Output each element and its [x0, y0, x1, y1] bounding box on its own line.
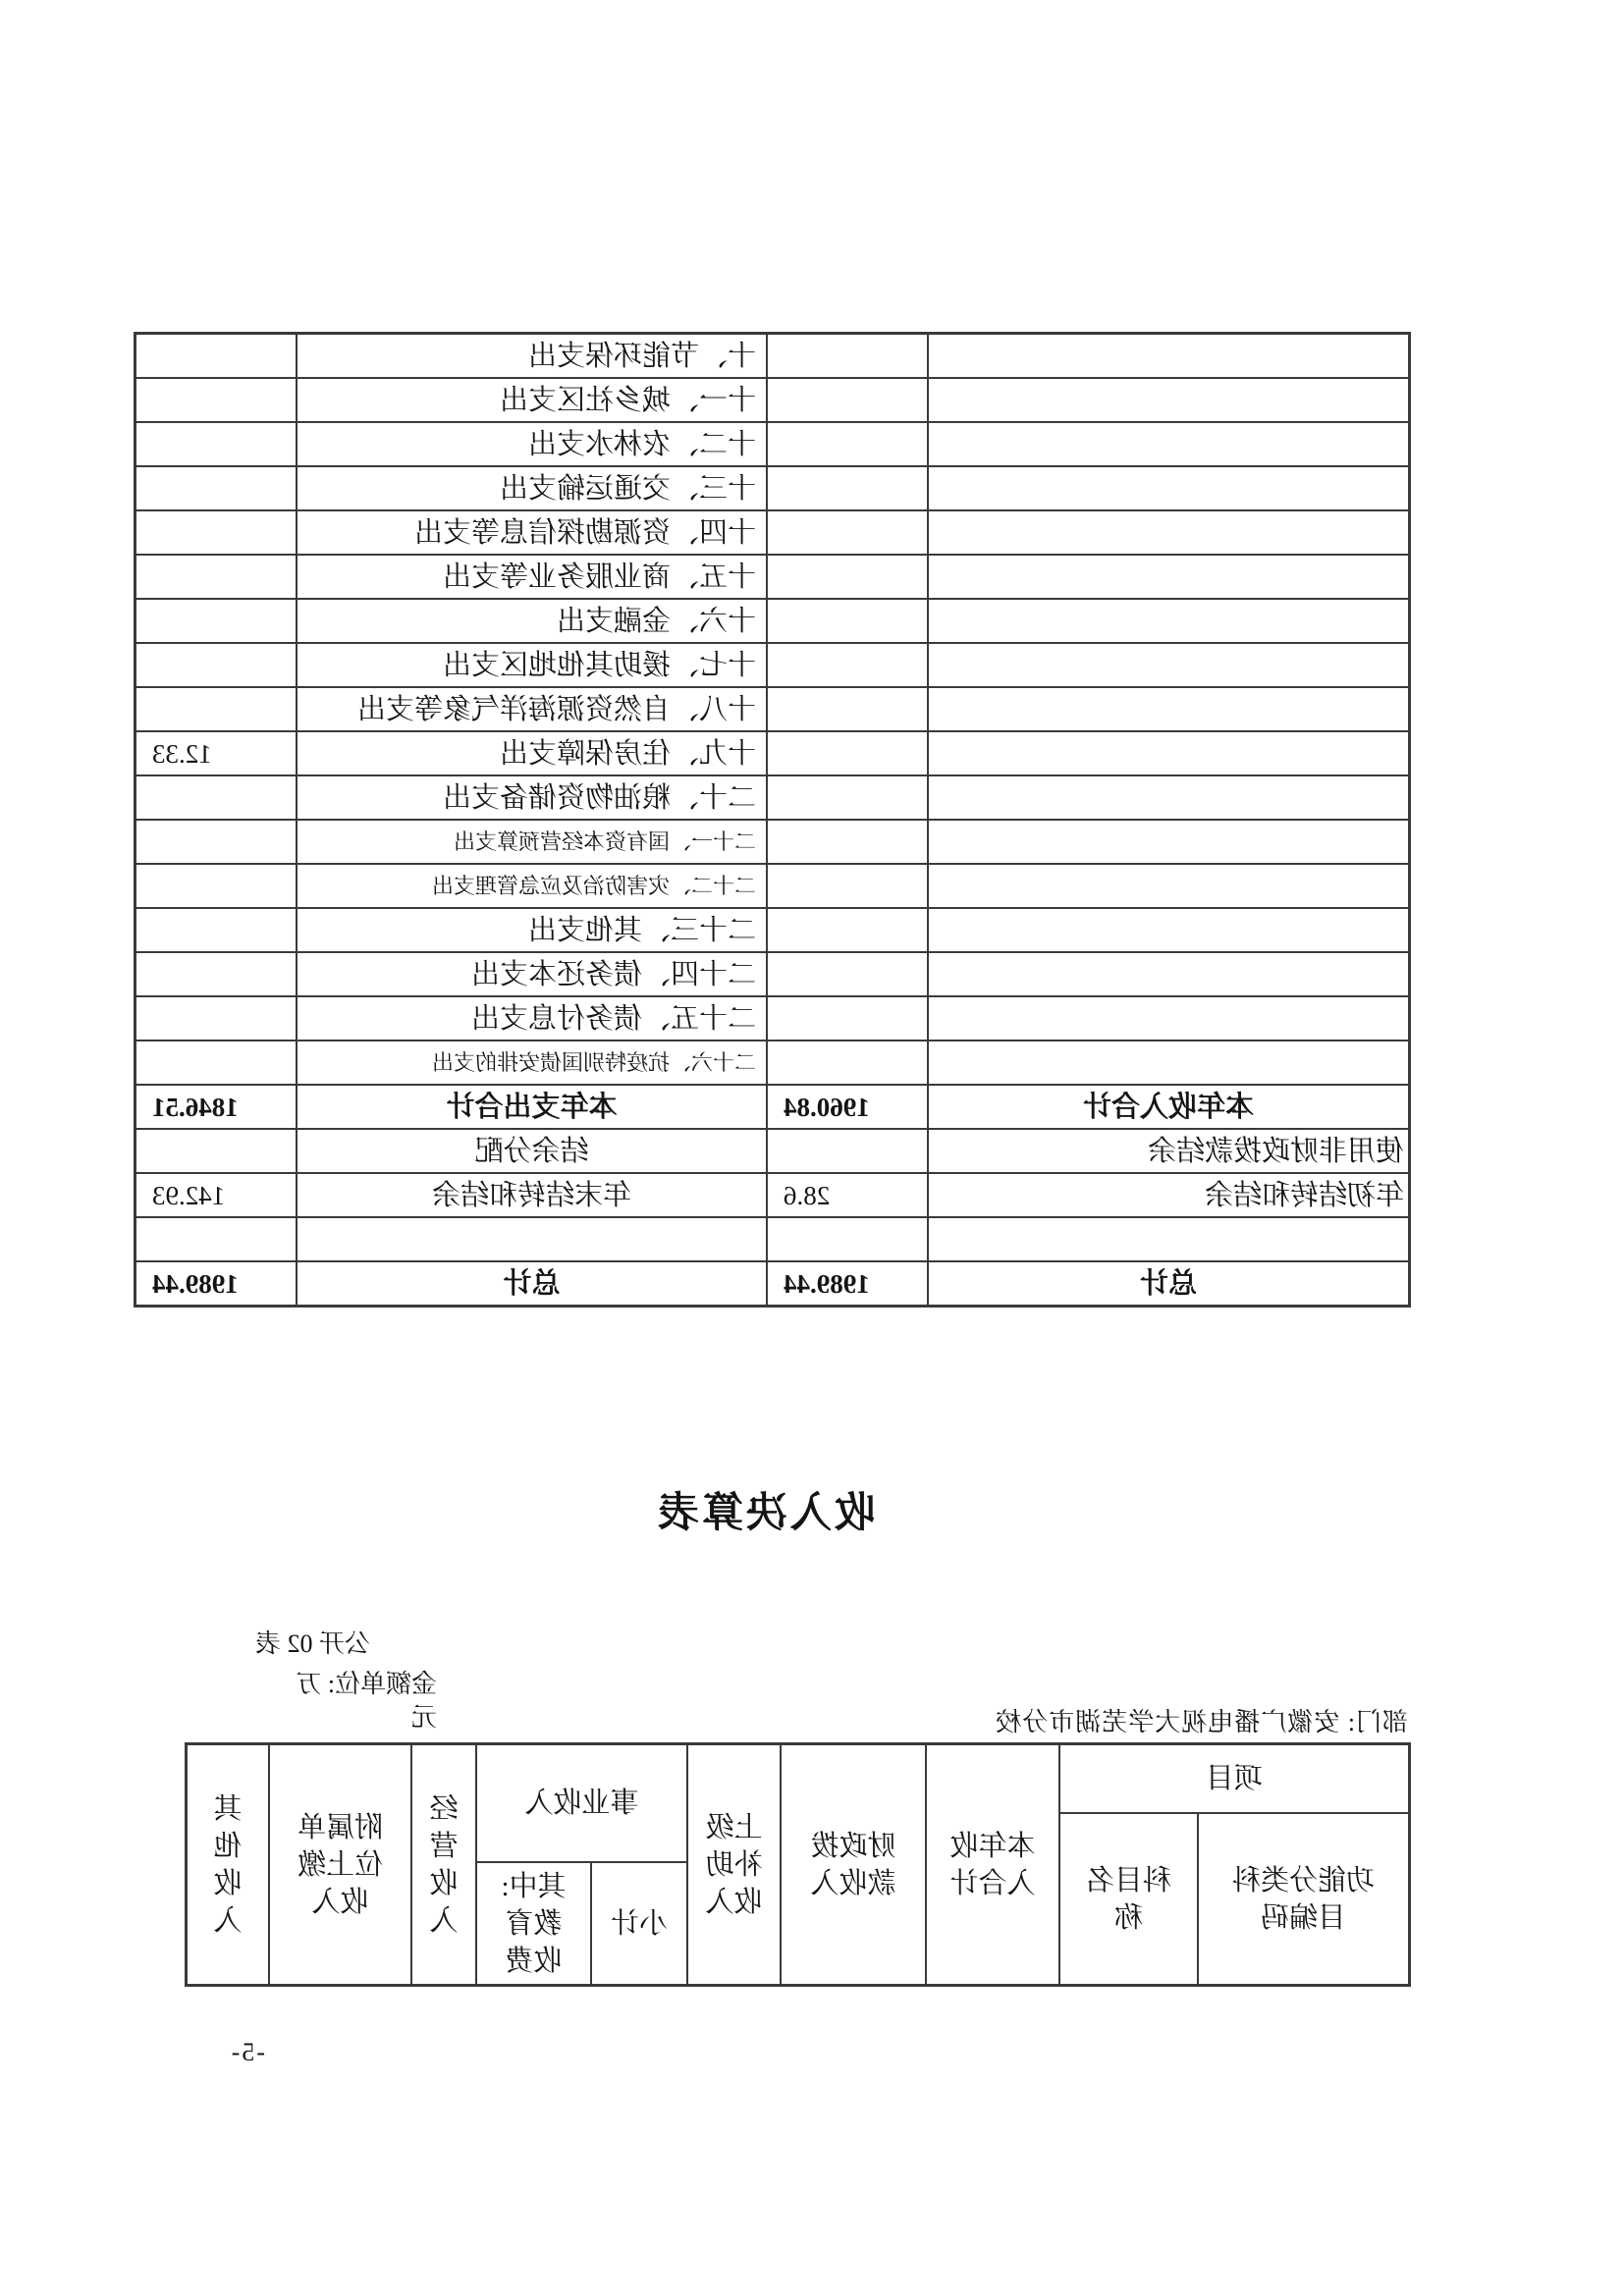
page-title: 收入决算表 — [654, 1489, 876, 1535]
expense-amount-cell — [135, 422, 297, 466]
expense-item-cell: 十三、交通运输支出 — [297, 466, 767, 510]
income-item-cell — [928, 864, 1409, 908]
expense-amount-cell — [135, 466, 297, 510]
income-table-header — [185, 1742, 1411, 1987]
income-item-cell: 本年收入合计 — [928, 1085, 1409, 1129]
expense-amount-cell — [135, 510, 297, 555]
income-amount-cell — [767, 731, 928, 775]
expense-item-cell: 二十五、债务付息支出 — [297, 996, 767, 1041]
expense-amount-cell — [135, 820, 297, 864]
expense-amount-cell — [135, 952, 297, 996]
expense-amount-cell — [135, 996, 297, 1041]
expense-item-cell: 十七、援助其他地区支出 — [297, 643, 767, 687]
department-line: 部门: 安徽广播电视大学芜湖市分校 — [995, 1708, 1408, 1736]
income-amount-cell — [767, 555, 928, 599]
expense-amount-cell: 1989.44 — [135, 1261, 297, 1306]
expense-item-cell: 十八、自然资源海洋气象等支出 — [297, 687, 767, 731]
expense-amount-cell: 1846.51 — [135, 1085, 297, 1129]
header-subject-name: 科目名称 — [1059, 1813, 1198, 1985]
header-superior-subsidy-income: 上级补助收入 — [687, 1744, 781, 1985]
income-item-cell — [928, 775, 1409, 820]
expense-amount-cell — [135, 334, 297, 378]
income-item-cell — [928, 687, 1409, 731]
income-item-cell: 使用非财政拨款结余 — [928, 1129, 1409, 1173]
income-amount-cell — [767, 599, 928, 643]
unit-note: 金额单位: 万元 — [296, 1670, 437, 1732]
summary-table — [134, 332, 1411, 1308]
header-education-fees: 其中:教育收费 — [476, 1862, 591, 1985]
expense-amount-cell — [135, 775, 297, 820]
expense-amount-cell — [135, 555, 297, 599]
income-item-cell: 总计 — [928, 1261, 1409, 1306]
income-amount-cell — [767, 378, 928, 422]
income-item-cell: 年初结转和结余 — [928, 1173, 1409, 1217]
expense-amount-cell — [135, 599, 297, 643]
expense-item-cell: 十六、金融支出 — [297, 599, 767, 643]
expense-amount-cell — [135, 643, 297, 687]
expense-item-cell: 本年支出合计 — [297, 1085, 767, 1129]
income-item-cell — [928, 1217, 1409, 1261]
header-fiscal-allocation-income: 财政拨款收入 — [781, 1744, 926, 1985]
income-amount-cell — [767, 643, 928, 687]
expense-item-cell: 结余分配 — [297, 1129, 767, 1173]
expense-item-cell: 十一、城乡社区支出 — [297, 378, 767, 422]
income-item-cell — [928, 599, 1409, 643]
income-amount-cell — [767, 864, 928, 908]
income-item-cell — [928, 466, 1409, 510]
header-other-income: 其他收入 — [187, 1744, 269, 1985]
income-item-cell — [928, 952, 1409, 996]
income-item-cell — [928, 996, 1409, 1041]
income-item-cell — [928, 820, 1409, 864]
income-amount-cell — [767, 422, 928, 466]
expense-item-cell: 二十一、国有资本经营预算支出 — [297, 820, 767, 864]
income-amount-cell — [767, 510, 928, 555]
income-item-cell — [928, 378, 1409, 422]
income-amount-cell — [767, 820, 928, 864]
expense-amount-cell — [135, 1129, 297, 1173]
income-amount-cell — [767, 996, 928, 1041]
income-amount-cell — [767, 687, 928, 731]
income-item-cell — [928, 555, 1409, 599]
income-item-cell — [928, 510, 1409, 555]
expense-item-cell: 年末结转和结余 — [297, 1173, 767, 1217]
income-amount-cell — [767, 1217, 928, 1261]
header-business-subtotal: 小计 — [591, 1862, 687, 1985]
expense-item-cell — [297, 1217, 767, 1261]
header-function-code: 功能分类科目编码 — [1198, 1813, 1409, 1985]
expense-item-cell: 二十六、抗疫特别国债安排的支出 — [297, 1041, 767, 1085]
expense-item-cell: 二十二、灾害防治及应急管理支出 — [297, 864, 767, 908]
header-project-group: 项目 — [1059, 1744, 1409, 1813]
expense-item-cell: 十四、资源勘探信息等支出 — [297, 510, 767, 555]
income-amount-cell — [767, 775, 928, 820]
expense-item-cell: 十九、住房保障支出 — [297, 731, 767, 775]
expense-amount-cell — [135, 908, 297, 952]
page-number: -5- — [229, 2038, 265, 2066]
expense-item-cell: 二十四、债务还本支出 — [297, 952, 767, 996]
header-business-income-group: 事业收入 — [476, 1744, 687, 1862]
income-item-cell — [928, 643, 1409, 687]
header-operating-income: 经营收入 — [411, 1744, 476, 1985]
expense-item-cell: 二十、粮油物资储备支出 — [297, 775, 767, 820]
expense-item-cell: 总计 — [297, 1261, 767, 1306]
expense-item-cell: 十五、商业服务业等支出 — [297, 555, 767, 599]
income-item-cell — [928, 334, 1409, 378]
expense-amount-cell — [135, 378, 297, 422]
expense-amount-cell: 12.33 — [135, 731, 297, 775]
income-item-cell — [928, 422, 1409, 466]
income-amount-cell — [767, 1129, 928, 1173]
header-total-income: 本年收入合计 — [926, 1744, 1059, 1985]
income-amount-cell — [767, 908, 928, 952]
expense-amount-cell — [135, 1041, 297, 1085]
income-amount-cell: 28.6 — [767, 1173, 928, 1217]
expense-amount-cell — [135, 1217, 297, 1261]
income-item-cell — [928, 908, 1409, 952]
header-affiliated-unit-income: 附属单位上缴收入 — [269, 1744, 411, 1985]
expense-item-cell: 十、节能环保支出 — [297, 334, 767, 378]
income-item-cell — [928, 731, 1409, 775]
expense-amount-cell — [135, 864, 297, 908]
income-amount-cell — [767, 952, 928, 996]
income-amount-cell — [767, 334, 928, 378]
income-amount-cell: 1960.84 — [767, 1085, 928, 1129]
income-amount-cell — [767, 1041, 928, 1085]
income-amount-cell: 1989.44 — [767, 1261, 928, 1306]
expense-item-cell: 十二、农林水支出 — [297, 422, 767, 466]
income-item-cell — [928, 1041, 1409, 1085]
expense-amount-cell — [135, 687, 297, 731]
income-amount-cell — [767, 466, 928, 510]
table-code-note: 公开 02 表 — [254, 1629, 370, 1658]
expense-item-cell: 二十三、其他支出 — [297, 908, 767, 952]
expense-amount-cell: 142.93 — [135, 1173, 297, 1217]
